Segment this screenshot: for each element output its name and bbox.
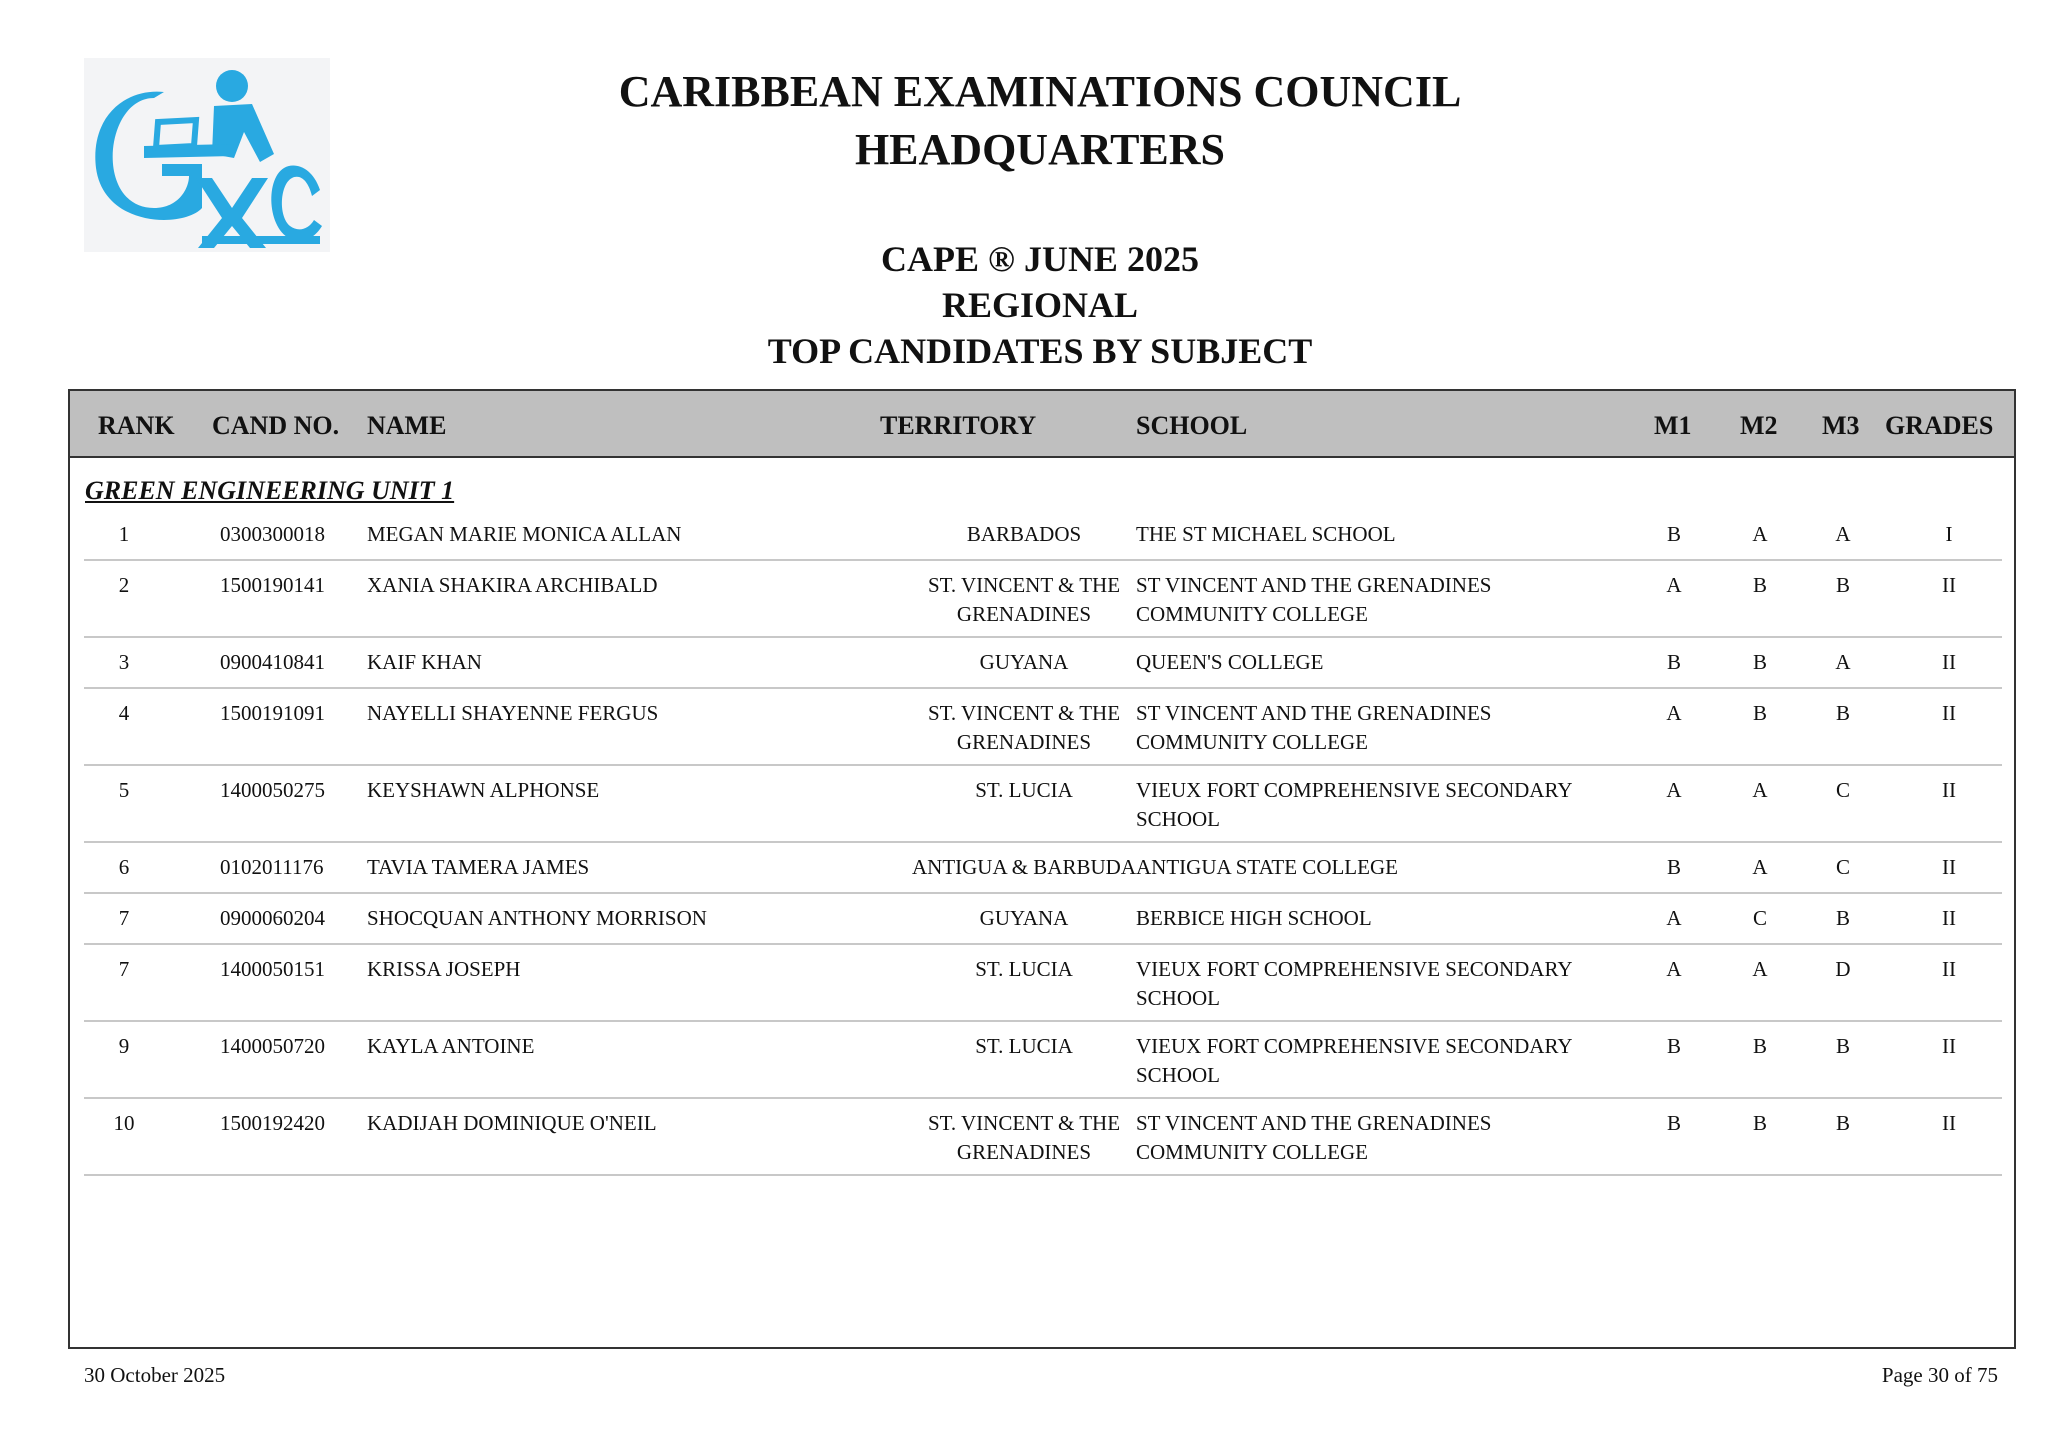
- table-row: [84, 510, 2002, 561]
- cand-no-cell: 0900060204: [220, 906, 325, 930]
- m1-cell: A: [1666, 701, 1682, 725]
- rank-cell: 1: [118, 522, 130, 546]
- territory-cell-line: ST. VINCENT & THE: [927, 1111, 1121, 1135]
- council-subtitle: HEADQUARTERS: [854, 125, 1226, 174]
- grade-cell: II: [1942, 1111, 1956, 1135]
- m2-cell: B: [1752, 1034, 1767, 1058]
- grade-cell: I: [1945, 522, 1953, 546]
- m3-cell: A: [1835, 650, 1851, 674]
- grade-cell: II: [1942, 650, 1956, 674]
- name-cell: SHOCQUAN ANTHONY MORRISON: [367, 906, 707, 930]
- footer-date: 30 October 2025: [84, 1363, 226, 1387]
- col-rank: RANK: [98, 411, 175, 440]
- territory-cell-line: GUYANA: [979, 650, 1069, 674]
- grade-cell: II: [1942, 855, 1956, 879]
- cand-no-cell: 1500190141: [220, 573, 325, 597]
- territory-cell-line: ST. LUCIA: [975, 1034, 1073, 1058]
- school-cell: [1136, 648, 1606, 677]
- school-cell-line: VIEUX FORT COMPREHENSIVE SECONDARY: [1136, 957, 1573, 981]
- table-row: [84, 689, 2002, 766]
- m1-cell: B: [1666, 1111, 1681, 1135]
- name-cell: KRISSA JOSEPH: [367, 957, 521, 981]
- rank-cell: 7: [118, 906, 130, 930]
- m2-cell: B: [1752, 573, 1767, 597]
- school-cell: [1136, 955, 1606, 1013]
- m2-cell: A: [1752, 855, 1768, 879]
- col-m3: M3: [1822, 411, 1860, 440]
- cand-no-cell: 0900410841: [220, 650, 325, 674]
- grade-cell: II: [1942, 573, 1956, 597]
- m1-cell: A: [1666, 573, 1682, 597]
- school-cell: [1136, 571, 1606, 629]
- name-cell: KAYLA ANTOINE: [367, 1034, 535, 1058]
- school-cell-line: SCHOOL: [1136, 986, 1221, 1010]
- rank-cell: 3: [118, 650, 130, 674]
- school-cell-line: QUEEN'S COLLEGE: [1136, 650, 1324, 674]
- m2-cell: A: [1752, 522, 1768, 546]
- m3-cell: B: [1835, 1034, 1850, 1058]
- school-cell-line: ANTIGUA STATE COLLEGE: [1136, 855, 1398, 879]
- cand-no-cell: 1400050151: [220, 957, 325, 981]
- school-cell-line: ST VINCENT AND THE GRENADINES: [1136, 573, 1492, 597]
- m3-cell: B: [1835, 1111, 1850, 1135]
- report-title: TOP CANDIDATES BY SUBJECT: [767, 331, 1313, 371]
- cand-no-cell: 1400050275: [220, 778, 325, 802]
- school-cell-line: COMMUNITY COLLEGE: [1136, 602, 1368, 626]
- grade-cell: II: [1942, 1034, 1956, 1058]
- school-cell: [1136, 853, 1606, 882]
- school-cell-line: ST VINCENT AND THE GRENADINES: [1136, 701, 1492, 725]
- exam-title: CAPE ® JUNE 2025: [881, 239, 1199, 279]
- m3-cell: A: [1835, 522, 1851, 546]
- m1-cell: A: [1666, 778, 1682, 802]
- school-cell: [1136, 699, 1606, 757]
- territory-cell-line: ST. VINCENT & THE: [927, 701, 1121, 725]
- name-cell: KAIF KHAN: [367, 650, 482, 674]
- rank-cell: 6: [118, 855, 130, 879]
- table-row: [84, 843, 2002, 894]
- scope-label: REGIONAL: [941, 285, 1139, 325]
- table-row: [84, 894, 2002, 945]
- grade-cell: II: [1942, 701, 1956, 725]
- m1-cell: A: [1666, 906, 1682, 930]
- council-title: CARIBBEAN EXAMINATIONS COUNCIL: [618, 67, 1462, 116]
- col-cand-no: CAND NO.: [212, 411, 340, 440]
- m2-cell: B: [1752, 650, 1767, 674]
- rank-cell: 2: [118, 573, 130, 597]
- school-cell-line: THE ST MICHAEL SCHOOL: [1136, 522, 1396, 546]
- m3-cell: C: [1835, 855, 1850, 879]
- col-m2: M2: [1740, 411, 1778, 440]
- name-cell: KADIJAH DOMINIQUE O'NEIL: [367, 1111, 657, 1135]
- rank-cell: 10: [113, 1111, 135, 1135]
- school-cell-line: SCHOOL: [1136, 807, 1221, 831]
- school-cell: [1136, 520, 1606, 549]
- cand-no-cell: 1500191091: [220, 701, 325, 725]
- cand-no-cell: 0300300018: [220, 522, 325, 546]
- grade-cell: II: [1942, 906, 1956, 930]
- col-name: NAME: [367, 411, 447, 440]
- grade-cell: II: [1942, 957, 1956, 981]
- school-cell-line: SCHOOL: [1136, 1063, 1221, 1087]
- cand-no-cell: 0102011176: [220, 855, 324, 879]
- school-cell-line: ST VINCENT AND THE GRENADINES: [1136, 1111, 1492, 1135]
- col-school: SCHOOL: [1136, 411, 1248, 440]
- school-cell-line: VIEUX FORT COMPREHENSIVE SECONDARY: [1136, 778, 1573, 802]
- school-cell: [1136, 1032, 1606, 1090]
- name-cell: XANIA SHAKIRA ARCHIBALD: [367, 573, 658, 597]
- rank-cell: 7: [118, 957, 130, 981]
- name-cell: KEYSHAWN ALPHONSE: [367, 778, 600, 802]
- col-territory: TERRITORY: [880, 411, 1037, 440]
- territory-cell-line: GRENADINES: [956, 1140, 1092, 1164]
- col-m1: M1: [1654, 411, 1692, 440]
- territory-cell-line: ST. LUCIA: [975, 778, 1073, 802]
- m1-cell: B: [1666, 650, 1681, 674]
- results-table: [68, 389, 2016, 1349]
- m1-cell: A: [1666, 957, 1682, 981]
- m3-cell: B: [1835, 906, 1850, 930]
- school-cell-line: BERBICE HIGH SCHOOL: [1136, 906, 1372, 930]
- col-grades: GRADES: [1885, 411, 1994, 440]
- m2-cell: A: [1752, 957, 1768, 981]
- territory-cell-line: GUYANA: [979, 906, 1069, 930]
- territory-cell-line: GRENADINES: [956, 730, 1092, 754]
- table-row: [84, 945, 2002, 1022]
- name-cell: NAYELLI SHAYENNE FERGUS: [367, 701, 659, 725]
- m3-cell: C: [1835, 778, 1850, 802]
- m3-cell: B: [1835, 701, 1850, 725]
- table-row: [84, 766, 2002, 843]
- school-cell: [1136, 904, 1606, 933]
- m1-cell: B: [1666, 855, 1681, 879]
- school-cell: [1136, 776, 1606, 834]
- m2-cell: A: [1752, 778, 1768, 802]
- m2-cell: B: [1752, 1111, 1767, 1135]
- table-body: [84, 510, 2002, 1176]
- name-cell: TAVIA TAMERA JAMES: [367, 855, 590, 879]
- footer-page-number: Page 30 of 75: [1881, 1363, 1998, 1387]
- rank-cell: 5: [118, 778, 130, 802]
- table-row: [84, 1022, 2002, 1099]
- territory-cell-line: GRENADINES: [956, 602, 1092, 626]
- m2-cell: C: [1752, 906, 1767, 930]
- cand-no-cell: 1500192420: [220, 1111, 325, 1135]
- name-cell: MEGAN MARIE MONICA ALLAN: [367, 522, 682, 546]
- m3-cell: D: [1835, 957, 1851, 981]
- subject-heading: GREEN ENGINEERING UNIT 1: [85, 476, 455, 505]
- school-cell-line: COMMUNITY COLLEGE: [1136, 1140, 1368, 1164]
- territory-cell-line: BARBADOS: [966, 522, 1082, 546]
- table-header: [70, 391, 2014, 458]
- territory-cell-line: ST. VINCENT & THE: [927, 573, 1121, 597]
- m1-cell: B: [1666, 1034, 1681, 1058]
- rank-cell: 4: [118, 701, 130, 725]
- cand-no-cell: 1400050720: [220, 1034, 325, 1058]
- school-cell-line: COMMUNITY COLLEGE: [1136, 730, 1368, 754]
- territory-cell-line: ANTIGUA & BARBUDA: [911, 855, 1136, 879]
- m3-cell: B: [1835, 573, 1850, 597]
- table-row: [84, 561, 2002, 638]
- table-row: [84, 1099, 2002, 1176]
- table-row: [84, 638, 2002, 689]
- m1-cell: B: [1666, 522, 1681, 546]
- grade-cell: II: [1942, 778, 1956, 802]
- territory-cell-line: ST. LUCIA: [975, 957, 1073, 981]
- rank-cell: 9: [118, 1034, 130, 1058]
- school-cell: [1136, 1109, 1606, 1167]
- school-cell-line: VIEUX FORT COMPREHENSIVE SECONDARY: [1136, 1034, 1573, 1058]
- m2-cell: B: [1752, 701, 1767, 725]
